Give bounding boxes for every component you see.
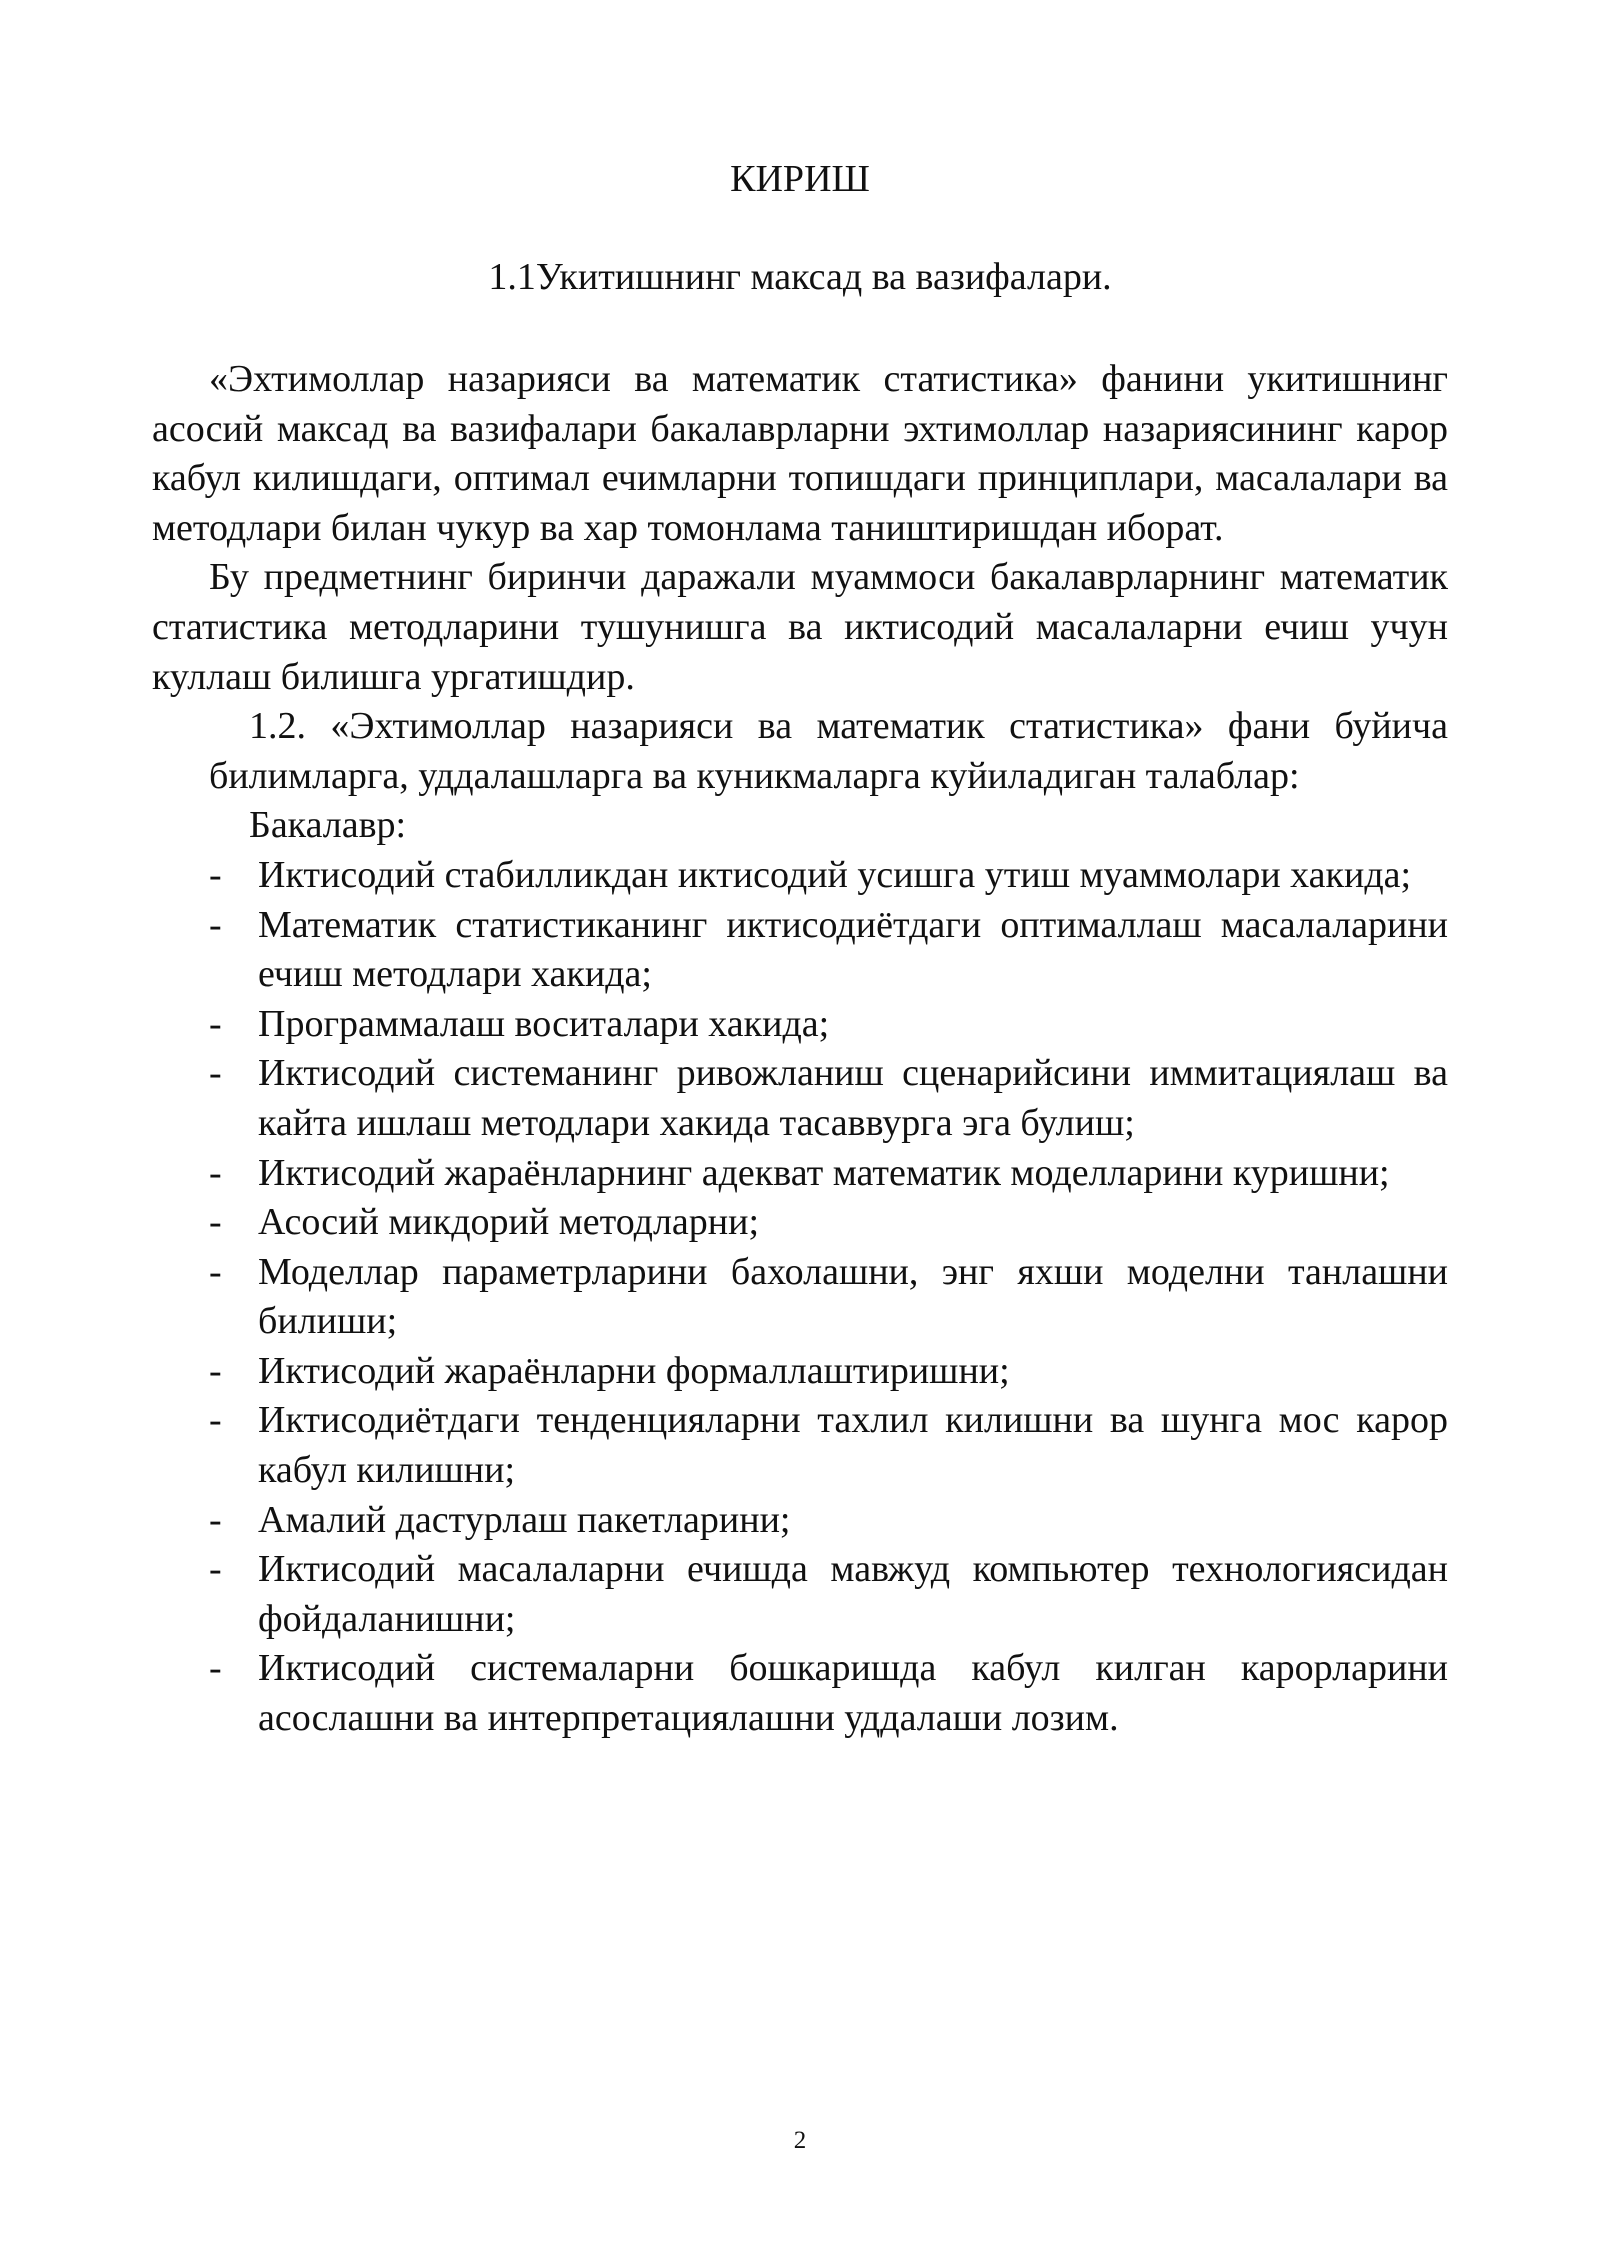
list-item-text: Амалий дастурлаш пакетларини; (258, 1498, 791, 1541)
list-item (152, 1000, 1448, 1050)
list-item-text: Иктисодий системаларни бошкаришда кабул килган карорларини асослашни ва интерпретациялашни уддалаши лозим. (258, 1647, 1448, 1740)
list-item (152, 901, 1448, 1000)
list-item (152, 1198, 1448, 1248)
list-dash: - (209, 1151, 222, 1194)
list-dash: - (209, 1052, 222, 1095)
section-heading-1-1: 1.1Укитишнинг максад ва вазифалари. (488, 256, 1112, 298)
paragraph-problem: Бу предметнинг биринчи даражали муаммоси бакалаврларнинг математик статистика методларини тушунишга ва иктисодий масалаларни ечиш учун куллаш билишга ургатишдир. (152, 556, 1448, 698)
list-item-text: Программалаш воситалари хакида; (258, 1002, 830, 1045)
list-item-text: Иктисодий жараёнларнинг адекват математик моделларини куришни; (258, 1151, 1390, 1194)
list-dash: - (209, 1250, 222, 1293)
list-dash: - (209, 1201, 222, 1244)
list-dash: - (209, 1647, 222, 1690)
list-item (152, 1049, 1448, 1148)
paragraph-goals: «Эхтимоллар назарияси ва математик статистика» фанини укитишнинг асосий максад ва вазифалари бакалаврларни эхтимоллар назариясининг карор кабул килишдаги, оптимал ечимларни топишдаги принциплари, масалалари ва методлари билан чукур ва хар томонлама таништиришдан иборат. (152, 358, 1448, 549)
list-item (152, 1396, 1448, 1495)
list-item (152, 1496, 1448, 1546)
list-dash: - (209, 1399, 222, 1442)
list-dash: - (209, 853, 222, 896)
section-heading-1-2: 1.2. «Эхтимоллар назарияси ва математик статистика» фани буйича билимларга, уддалашларга ва куникмаларга куйиладиган талаблар: (209, 705, 1448, 797)
list-item-text: Иктисодий стабилликдан иктисодий усишга утиш муаммолари хакида; (258, 853, 1412, 896)
list-item (152, 1248, 1448, 1347)
list-item-text: Моделлар параметрларини бахолашни, энг яхши моделни танлашни билиши; (258, 1250, 1448, 1343)
list-item-text: Иктисодий системанинг ривожланиш сценарийсини иммитациялаш ва кайта ишлаш методлари хакида тасаввурга эга булиш; (258, 1052, 1448, 1144)
page-number: 2 (793, 2127, 807, 2154)
list-item (152, 851, 1448, 901)
list-item-text: Иктисодий жараёнларни формаллаштиришни; (258, 1349, 1010, 1392)
list-dash: - (209, 1548, 222, 1591)
list-dash: - (209, 903, 222, 946)
list-dash: - (209, 1498, 222, 1541)
bachelor-label: Бакалавр: (249, 804, 407, 847)
list-item (152, 1545, 1448, 1644)
page-title: КИРИШ (730, 158, 870, 200)
list-dash: - (209, 1002, 222, 1045)
list-item (152, 1347, 1448, 1397)
list-item-text: Математик статистиканинг иктисодиётдаги оптималлаш масалаларини ечиш методлари хакида; (258, 903, 1448, 996)
requirements-list (152, 851, 1448, 1744)
document-body (152, 355, 1448, 1744)
list-item (152, 1149, 1448, 1199)
list-item (152, 1644, 1448, 1743)
list-item-text: Иктисодий масалаларни ечишда мавжуд компьютер технологиясидан фойдаланишни; (258, 1548, 1448, 1640)
list-dash: - (209, 1349, 222, 1392)
list-item-text: Иктисодиётдаги тенденцияларни тахлил килишни ва шунга мос карор кабул килишни; (258, 1399, 1448, 1492)
list-item-text: Асосий микдорий методларни; (258, 1201, 760, 1244)
